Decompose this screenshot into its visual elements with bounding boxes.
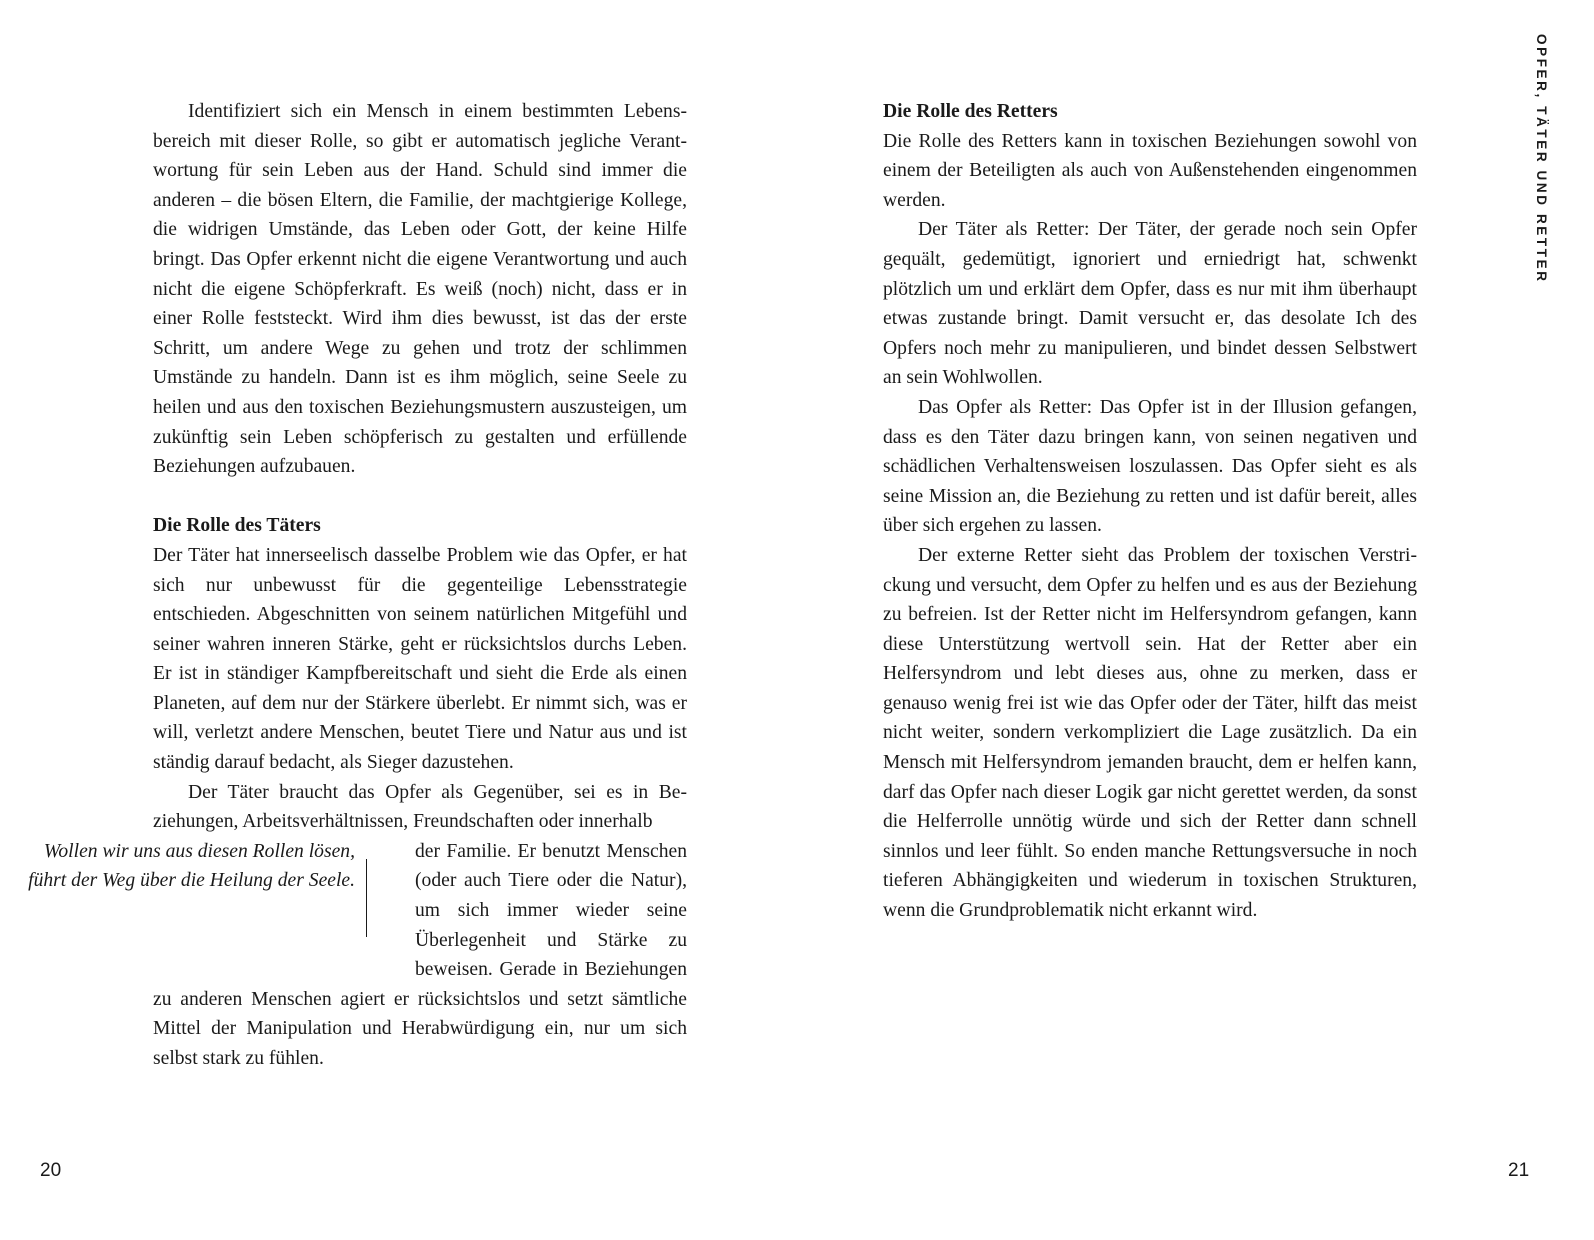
right-page-text-column [883, 97, 1417, 926]
left-page-text-column [28, 97, 687, 1074]
paragraph-rescuer-3: Das Opfer als Retter: Das Opfer ist in der Illusion gefangen, dass es den Täter dazu bringen kann, von seinen negativen und schädlichen Verhaltensweisen loszulassen. Das Opfer sieht es als seine Mission an, die Beziehung zu retten und ist dafür bereit, alles über sich ergehen zu lassen. [883, 396, 1417, 537]
paragraph-rescuer-4: Der externe Retter sieht das Problem der toxischen Verstrickung und versucht, dem Opfer zu helfen und es aus der Beziehung zu befreien. Ist der Retter nicht im Helfersyndrom gefangen, kann diese Unterstützung wertvoll sein. Hat der Retter aber ein Helfersyndrom und lebt dieses aus, ohne zu merken, dass er genauso wenig frei ist wie das Opfer oder der Täter, hilft das meist nicht weiter, sondern verkompliziert die Lage zusätzlich. Da ein Mensch mit Helfersyndrom jemanden braucht, dem er helfen kann, darf das Opfer nach dieser Logik gar nicht gerettet werden, da sonst die Helferrolle unnötig würde und sich der Retter dann schnell sinnlos und leer fühlt. So enden manche Rettungsversuche in noch tieferen Abhängigkeiten und wiederum in toxischen Strukturen, wenn die Grundproblematik nicht erkannt wird. [883, 544, 1417, 922]
running-head-chapter-title: OPFER, TÄTER UND RETTER [1534, 34, 1549, 284]
paragraph-intro: Identifiziert sich ein Mensch in einem bestimmten Lebensbereich mit dieser Rolle, so gibt er automatisch jegliche Verantwortung für sein Leben aus der Hand. Schuld sind immer die anderen – die bösen Eltern, die Familie, der machtgierige Kollege, die widrigen Umstände, das Leben oder Gott, der keine Hilfe bringt. Das Opfer erkennt nicht die eigene Verantwortung und auch nicht die eigene Schöpferkraft. Es weiß (noch) nicht, dass er in einer Rolle feststeckt. Wird ihm dies bewusst, ist das der erste Schritt, um andere Wege zu gehen und trotz der schlimmen Umstände zu handeln. Dann ist es ihm möglich, seine Seele zu heilen und aus den toxischen Beziehungsmustern auszusteigen, um zukünftig sein Leben schöpferisch zu gestalten und erfüllende Beziehungen aufzubauen. [153, 101, 687, 478]
heading-role-of-perpetrator: Die Rolle des Täters [153, 515, 321, 537]
heading-role-of-rescuer: Die Rolle des Retters [883, 101, 1058, 122]
page-number-left: 20 [40, 1160, 62, 1181]
paragraph-perpetrator-1: Der Täter hat innerseelisch dasselbe Problem wie das Opfer, er hat sich nur unbewusst für die gegenteilige Lebensstrategie entschieden. Abgeschnitten von seinem natürlichen Mitgefühl und seiner wahren inneren Stärke, geht er rücksichtslos durchs Leben. Er ist in ständiger Kampfbereitschaft und sieht die Erde als einen Planeten, auf dem nur der Stärkere überlebt. Er nimmt sich, was er will, verletzt andere Menschen, beutet Tiere und Natur aus und ist ständig darauf bedacht, als Sieger dazustehen. [153, 544, 687, 774]
pullquote: Wollen wir uns aus diesen Rollen lösen, führt der Weg über die Heilung der Seele. [28, 840, 355, 892]
section-gap [153, 482, 687, 512]
paragraph-perpetrator-2a: Der Täter braucht das Opfer als Gegenüber, sei es in Beziehungen, Arbeitsverhältnissen, Freundschaften oder innerhalb [153, 781, 687, 833]
paragraph-rescuer-2: Der Täter als Retter: Der Täter, der gerade noch sein Opfer gequält, gedemütigt, ignoriert und erniedrigt hat, schwenkt plötzlich um und erklärt dem Opfer, dass es nur mit ihm überhaupt etwas zustande bringt. Damit versucht er, das desolate Ich des Opfers noch mehr zu manipulieren, und bindet dessen Selbstwert an sein Wohlwollen. [883, 219, 1417, 389]
pullquote-divider [366, 859, 367, 937]
paragraph-rescuer-1: Die Rolle des Retters kann in toxischen Beziehungen sowohl von einem der Beteiligten als auch von Außenstehenden eingenommen werden. [883, 130, 1417, 211]
paragraph-perpetrator-2b: der Familie. Er benutzt Menschen (oder auch Tiere oder die Natur), um sich immer wieder seine Überlegenheit und Stärke zu beweisen. Gerade in Beziehungen zu anderen Menschen agiert er rücksichtslos und setzt sämtliche Mittel der Manipulation und Herabwürdigung ein, nur um sich selbst stark zu fühlen. [153, 840, 687, 1069]
pullquote-container [28, 837, 415, 957]
page-number-right: 21 [1508, 1160, 1530, 1181]
